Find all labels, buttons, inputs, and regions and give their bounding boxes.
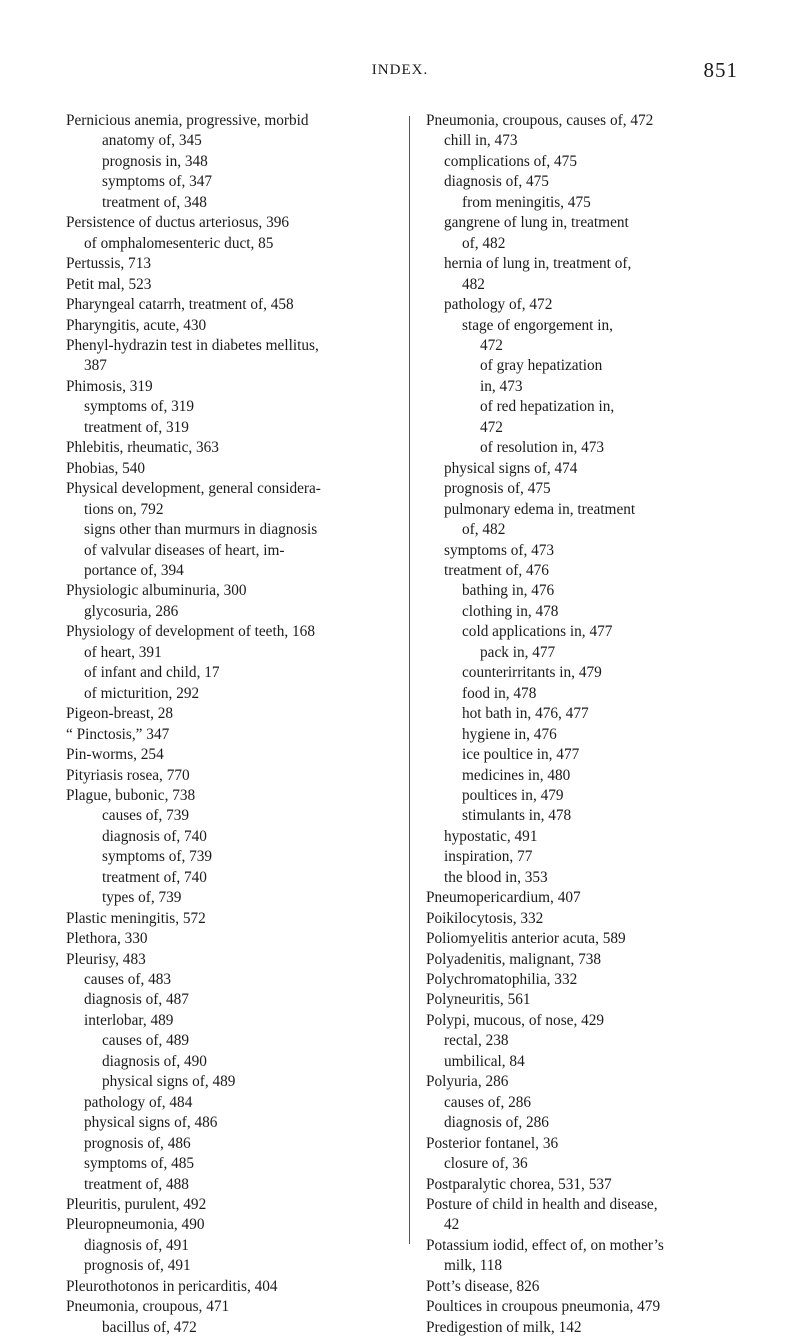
index-entry: diagnosis of, 491 (84, 1236, 189, 1254)
index-entry: inspiration, 77 (444, 848, 533, 866)
index-entry: Pharyngitis, acute, 430 (66, 316, 207, 334)
index-entry: 42 (444, 1216, 460, 1234)
index-entry: Plethora, 330 (66, 930, 148, 948)
index-entry: Poultices in croupous pneumonia, 479 (426, 1298, 661, 1316)
index-entry: Pleuritis, purulent, 492 (66, 1196, 207, 1214)
index-entry: of, 482 (462, 521, 506, 539)
index-entry: “ Pinctosis,” 347 (66, 725, 170, 743)
index-entry: Pin-worms, 254 (66, 746, 164, 764)
index-entry: glycosuria, 286 (84, 602, 179, 620)
column-divider (409, 116, 410, 1244)
index-entry: 387 (84, 357, 107, 375)
index-entry: 472 (480, 336, 503, 354)
index-entry: the blood in, 353 (444, 868, 548, 886)
index-entry: hygiene in, 476 (462, 725, 557, 743)
index-entry: from meningitis, 475 (462, 193, 591, 211)
index-entry: of omphalomesenteric duct, 85 (84, 234, 274, 252)
index-entry: causes of, 483 (84, 971, 172, 989)
index-entry: diagnosis of, 286 (444, 1114, 549, 1132)
index-entry: symptoms of, 739 (102, 848, 213, 866)
index-entry: Pneumopericardium, 407 (426, 889, 581, 907)
index-entry: bathing in, 476 (462, 582, 555, 600)
index-entry: hypostatic, 491 (444, 827, 538, 845)
index-entry: prognosis in, 348 (102, 152, 208, 170)
index-entry: prognosis of, 491 (84, 1257, 191, 1275)
index-entry: medicines in, 480 (462, 766, 571, 784)
index-entry: types of, 739 (102, 889, 182, 907)
index-entry: causes of, 286 (444, 1093, 532, 1111)
index-entry: Pneumonia, croupous, 471 (66, 1298, 230, 1316)
index-entry: Polyuria, 286 (426, 1073, 509, 1091)
index-entry: of gray hepatization (480, 357, 603, 375)
index-entry: of, 482 (462, 234, 506, 252)
index-entry: Pharyngeal catarrh, treatment of, 458 (66, 296, 294, 314)
index-entry: prognosis of, 475 (444, 480, 551, 498)
index-entry: Pleurisy, 483 (66, 950, 146, 968)
index-entry: in, 473 (480, 377, 523, 395)
index-entry: pulmonary edema in, treatment (444, 500, 636, 518)
index-entry: Pernicious anemia, progressive, morbid (66, 112, 309, 129)
index-entry: portance of, 394 (84, 561, 184, 579)
index-entry: physical signs of, 474 (444, 459, 578, 477)
index-entry: treatment of, 348 (102, 193, 207, 211)
index-entry: ice poultice in, 477 (462, 746, 580, 764)
index-entry: Poikilocytosis, 332 (426, 909, 544, 927)
index-entry: treatment of, 319 (84, 418, 189, 436)
index-entry: tions on, 792 (84, 500, 164, 518)
index-entry: Pneumonia, croupous, causes of, 472 (426, 112, 654, 129)
index-entry: Postparalytic chorea, 531, 537 (426, 1175, 612, 1193)
index-entry: chill in, 473 (444, 132, 518, 150)
index-entry: pack in, 477 (480, 643, 556, 661)
index-entry: Poliomyelitis anterior acuta, 589 (426, 930, 626, 948)
index-entry: treatment of, 740 (102, 868, 207, 886)
index-entry: gangrene of lung in, treatment (444, 214, 629, 232)
index-entry: diagnosis of, 487 (84, 991, 189, 1009)
index-entry: cold applications in, 477 (462, 623, 613, 641)
index-entry: hot bath in, 476, 477 (462, 705, 589, 723)
index-entry: Predigestion of milk, 142 (426, 1318, 582, 1336)
index-entry: diagnosis of, 475 (444, 173, 549, 191)
index-entry: pathology of, 484 (84, 1093, 193, 1111)
index-entry: Pott’s disease, 826 (426, 1277, 540, 1295)
index-entry: Physiologic albuminuria, 300 (66, 582, 247, 600)
index-entry: diagnosis of, 740 (102, 827, 207, 845)
index-entry: interlobar, 489 (84, 1011, 174, 1029)
index-entry: Posture of child in health and disease, (426, 1196, 658, 1214)
index-entry: bacillus of, 472 (102, 1318, 197, 1336)
index-column-left (66, 111, 396, 1338)
index-entry: umbilical, 84 (444, 1052, 525, 1070)
index-entry: symptoms of, 347 (102, 173, 213, 191)
index-entry: causes of, 739 (102, 807, 190, 825)
index-entry: poultices in, 479 (462, 786, 564, 804)
index-entry: complications of, 475 (444, 152, 577, 170)
index-entry: of valvular diseases of heart, im- (84, 541, 285, 559)
index-entry: diagnosis of, 490 (102, 1052, 207, 1070)
index-entry: Phimosis, 319 (66, 377, 153, 395)
index-entry: symptoms of, 485 (84, 1155, 195, 1173)
index-entry: pathology of, 472 (444, 296, 553, 314)
index-entry: physical signs of, 486 (84, 1114, 218, 1132)
index-entry: of heart, 391 (84, 643, 162, 661)
index-entry: closure of, 36 (444, 1155, 528, 1173)
index-entry: Phobias, 540 (66, 459, 146, 477)
index-entry: Plague, bubonic, 738 (66, 786, 196, 804)
index-entry: rectal, 238 (444, 1032, 509, 1050)
index-entry: of micturition, 292 (84, 684, 200, 702)
index-entry: Phenyl-hydrazin test in diabetes mellitus, (66, 336, 319, 354)
index-entry: of resolution in, 473 (480, 439, 605, 457)
running-title: INDEX. (371, 62, 429, 78)
index-entry: Petit mal, 523 (66, 275, 152, 293)
index-entry: symptoms of, 473 (444, 541, 555, 559)
index-entry: of red hepatization in, (480, 398, 615, 416)
index-entry: Physiology of development of teeth, 168 (66, 623, 315, 641)
index-entry: Phlebitis, rheumatic, 363 (66, 439, 219, 457)
index-entry: food in, 478 (462, 684, 537, 702)
index-column-right (426, 111, 762, 1338)
index-entry: prognosis of, 486 (84, 1134, 191, 1152)
index-entry: Posterior fontanel, 36 (426, 1134, 559, 1152)
index-entry: Pityriasis rosea, 770 (66, 766, 190, 784)
index-entry: anatomy of, 345 (102, 132, 202, 150)
index-entry: symptoms of, 319 (84, 398, 195, 416)
index-entry: Pertussis, 713 (66, 255, 151, 273)
index-entry: stimulants in, 478 (462, 807, 572, 825)
index-entry: treatment of, 488 (84, 1175, 189, 1193)
index-entry: 482 (462, 275, 485, 293)
index-entry: 472 (480, 418, 503, 436)
index-entry: signs other than murmurs in diagnosis (84, 521, 318, 539)
index-entry: treatment of, 476 (444, 561, 549, 579)
index-entry: stage of engorgement in, (462, 316, 613, 334)
index-entry: Polypi, mucous, of nose, 429 (426, 1011, 605, 1029)
index-entry: Polyadenitis, malignant, 738 (426, 950, 602, 968)
index-entry: clothing in, 478 (462, 602, 559, 620)
index-entry: Persistence of ductus arteriosus, 396 (66, 214, 290, 232)
index-entry: of infant and child, 17 (84, 664, 220, 682)
index-entry: physical signs of, 489 (102, 1073, 236, 1091)
index-entry: Plastic meningitis, 572 (66, 909, 206, 927)
index-entry: Pleurothotonos in pericarditis, 404 (66, 1277, 278, 1295)
index-entry: Physical development, general considera- (66, 480, 321, 498)
index-entry: Pleuropneumonia, 490 (66, 1216, 205, 1234)
page-number: 851 (703, 58, 738, 82)
index-entry: causes of, 489 (102, 1032, 190, 1050)
index-entry: counterirritants in, 479 (462, 664, 602, 682)
page-header (0, 58, 800, 88)
index-entry: hernia of lung in, treatment of, (444, 255, 632, 273)
index-entry: Polychromatophilia, 332 (426, 971, 578, 989)
index-entry: milk, 118 (444, 1257, 503, 1275)
index-entry: Potassium iodid, effect of, on mother’s (426, 1236, 664, 1254)
index-entry: Polyneuritis, 561 (426, 991, 531, 1009)
index-entry: Pigeon-breast, 28 (66, 705, 174, 723)
